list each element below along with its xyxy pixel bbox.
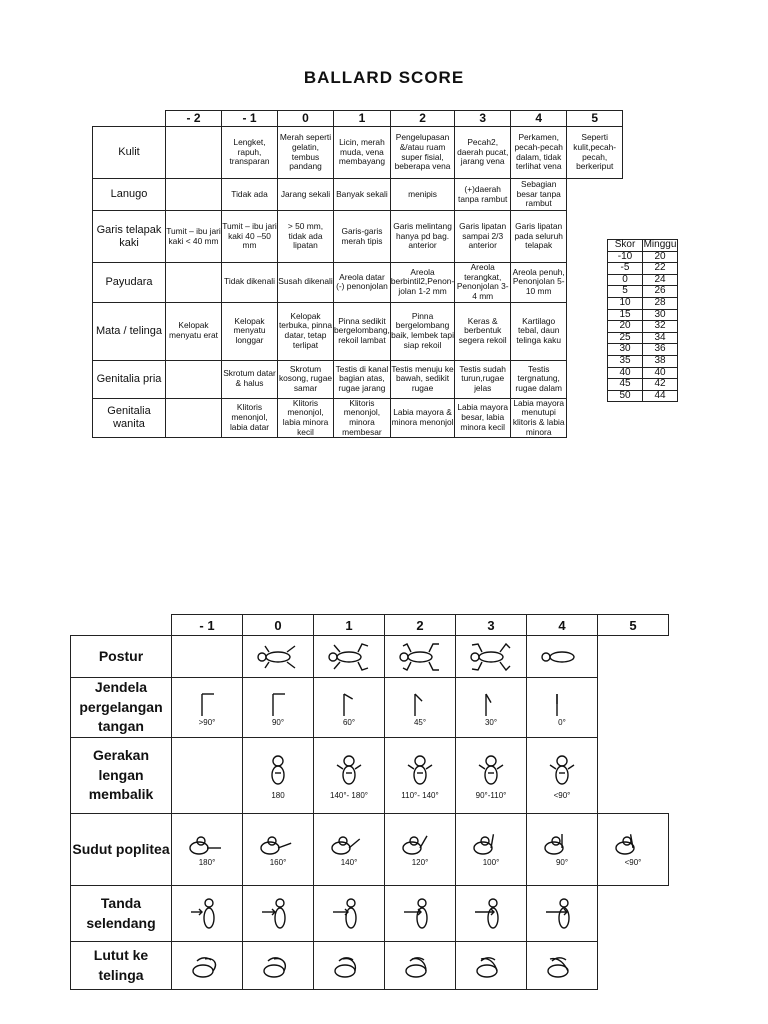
table-cell: Pecah2, daerah pucat, jarang vena <box>455 127 511 179</box>
table-cell: 20 <box>608 321 643 333</box>
table-cell: Skrotum kosong, rugae samar <box>278 360 334 398</box>
table-row <box>93 179 623 211</box>
table-cell: 40 <box>608 367 643 379</box>
column-header: 2 <box>385 615 456 636</box>
table-cell: Kartilago tebal, daun telinga kaku <box>511 302 567 360</box>
figure-cell <box>598 738 669 814</box>
table-row <box>93 127 623 179</box>
figure-cell <box>172 886 243 942</box>
figure-cell <box>243 738 314 814</box>
scarf-figure-icon <box>456 894 526 934</box>
figure-cell <box>172 738 243 814</box>
table-cell: 5 <box>608 286 643 298</box>
angle-label: <90° <box>553 791 571 800</box>
table-row <box>93 398 623 438</box>
table-cell: Perkamen, pecah-pecah dalam, tidak terlihat vena <box>511 127 567 179</box>
figure-cell <box>456 738 527 814</box>
popliteal-figure-icon <box>527 832 597 858</box>
table-row <box>71 678 669 738</box>
column-header: 1 <box>314 615 385 636</box>
table-cell: Kelopak menyatu erat <box>166 302 222 360</box>
figure-cell <box>527 678 598 738</box>
column-header: 5 <box>598 615 669 636</box>
table-cell: -10 <box>608 251 643 263</box>
header-corner <box>93 111 166 127</box>
table-row <box>608 379 678 391</box>
table-cell <box>166 398 222 438</box>
score-week-table <box>607 239 678 402</box>
table-cell: Klitoris menonjol, labia datar <box>222 398 278 438</box>
table-cell: Garis lipatan pada seluruh telapak <box>511 211 567 263</box>
angle-label: 45° <box>413 718 427 727</box>
scarf-figure-icon <box>527 894 597 934</box>
angle-label: >90° <box>198 718 216 727</box>
table-cell: Kelopak menyatu longgar <box>222 302 278 360</box>
table-cell: 20 <box>643 251 678 263</box>
table-cell: menipis <box>390 179 454 211</box>
table-row <box>608 321 678 333</box>
figure-cell <box>243 942 314 990</box>
table-cell <box>166 360 222 398</box>
row-label: Kulit <box>93 127 166 179</box>
heel-figure-icon <box>527 951 597 981</box>
column-header: 0 <box>243 615 314 636</box>
angle-label: 30° <box>484 718 498 727</box>
scarf-figure-icon <box>314 894 384 934</box>
table-cell: 25 <box>608 332 643 344</box>
table-cell: Klitoris menonjol, labia minora kecil <box>278 398 334 438</box>
table-cell: Garis-garis merah tipis <box>334 211 391 263</box>
figure-cell <box>456 886 527 942</box>
figure-cell <box>527 636 598 678</box>
angle-label: 140°- 180° <box>330 791 368 800</box>
table-cell: 22 <box>643 263 678 275</box>
table-cell: Labia mayora besar, labia minora kecil <box>455 398 511 438</box>
table-cell: Tidak ada <box>222 179 278 211</box>
figure-cell <box>172 942 243 990</box>
table-cell: -5 <box>608 263 643 275</box>
figure-cell <box>527 738 598 814</box>
table-row <box>608 309 678 321</box>
figure-cell <box>527 942 598 990</box>
figure-cell <box>385 942 456 990</box>
header-corner <box>71 615 172 636</box>
figure-cell <box>243 886 314 942</box>
column-header: - 1 <box>222 111 278 127</box>
table-row <box>608 297 678 309</box>
wrist-figure-icon <box>456 688 526 718</box>
table-cell: 44 <box>643 390 678 402</box>
figure-cell <box>456 942 527 990</box>
table-cell: Tumit – ibu jari kaki 40 –50 mm <box>222 211 278 263</box>
posture-figure-icon <box>456 642 526 672</box>
row-label: Lanugo <box>93 179 166 211</box>
table-row <box>608 251 678 263</box>
wrist-figure-icon <box>243 688 313 718</box>
table-cell <box>567 398 623 438</box>
column-header: 4 <box>511 111 567 127</box>
column-header: 1 <box>334 111 391 127</box>
popliteal-figure-icon <box>314 832 384 858</box>
table-cell: > 50 mm, tidak ada lipatan <box>278 211 334 263</box>
table-cell: Klitoris menonjol, minora membesar <box>334 398 391 438</box>
angle-label: 90° <box>555 858 569 867</box>
angle-label: 100° <box>482 858 500 867</box>
figure-cell <box>243 678 314 738</box>
table-cell: Labia mayora & minora menonjol <box>390 398 454 438</box>
figure-cell <box>243 636 314 678</box>
table-row <box>93 360 623 398</box>
table-row <box>93 263 623 303</box>
table-cell: Garis lipatan sampai 2/3 anterior <box>455 211 511 263</box>
table-cell <box>166 127 222 179</box>
table-cell: 50 <box>608 390 643 402</box>
figure-cell <box>243 814 314 886</box>
figure-cell <box>598 814 669 886</box>
heel-figure-icon <box>314 951 384 981</box>
table-cell: Merah seperti gelatin, tembus pandang <box>278 127 334 179</box>
column-header: 0 <box>278 111 334 127</box>
scarf-figure-icon <box>243 894 313 934</box>
table-cell: Pinna bergelombang baik, lembek tapi siap rekoil <box>390 302 454 360</box>
table-row <box>608 263 678 275</box>
table-header-row <box>71 615 669 636</box>
table-cell: 45 <box>608 379 643 391</box>
scarf-figure-icon <box>385 894 455 934</box>
column-header: 4 <box>527 615 598 636</box>
figure-cell <box>385 636 456 678</box>
table-header-row <box>608 240 678 252</box>
table-row <box>608 274 678 286</box>
figure-cell <box>314 738 385 814</box>
table-cell: Areola penuh, Penonjolan 5- 10 mm <box>511 263 567 303</box>
arm-figure-icon <box>314 751 384 791</box>
table-cell: 42 <box>643 379 678 391</box>
angle-label: 140° <box>340 858 358 867</box>
table-cell: Testis sudah turun,rugae jelas <box>455 360 511 398</box>
row-label: Genitalia pria <box>93 360 166 398</box>
angle-label: <90° <box>624 858 642 867</box>
table-cell: 32 <box>643 321 678 333</box>
scarf-figure-icon <box>172 894 242 934</box>
table-cell: 34 <box>643 332 678 344</box>
heel-figure-icon <box>456 951 526 981</box>
column-header: 3 <box>455 111 511 127</box>
table-cell: (+)daerah tanpa rambut <box>455 179 511 211</box>
angle-label: 160° <box>269 858 287 867</box>
column-header: 2 <box>390 111 454 127</box>
table-cell: 30 <box>608 344 643 356</box>
row-label: Sudut poplitea <box>71 814 172 886</box>
figure-cell <box>598 942 669 990</box>
table-row <box>71 942 669 990</box>
table-row <box>608 332 678 344</box>
column-header: - 2 <box>166 111 222 127</box>
posture-figure-icon <box>527 642 597 672</box>
table-row <box>608 286 678 298</box>
popliteal-figure-icon <box>243 832 313 858</box>
row-label: Payudara <box>93 263 166 303</box>
table-cell: Pengelupasan &/atau ruam super fisial, beberapa vena <box>390 127 454 179</box>
heel-figure-icon <box>243 951 313 981</box>
table-cell: 35 <box>608 355 643 367</box>
arm-figure-icon <box>243 751 313 791</box>
figure-cell <box>527 814 598 886</box>
table-cell: Labia mayora menutupi klitoris & labia minora <box>511 398 567 438</box>
popliteal-figure-icon <box>385 832 455 858</box>
angle-label: 120° <box>411 858 429 867</box>
table-cell: Testis tergnatung, rugae dalam <box>511 360 567 398</box>
wrist-figure-icon <box>314 688 384 718</box>
figure-cell <box>314 942 385 990</box>
table-cell: Areola terangkat, Penonjolan 3-4 mm <box>455 263 511 303</box>
table-cell: Tumit – ibu jari kaki < 40 mm <box>166 211 222 263</box>
table-cell <box>166 179 222 211</box>
table-cell: Areola datar (-) penonjolan <box>334 263 391 303</box>
table-row <box>608 344 678 356</box>
row-label: Tanda selendang <box>71 886 172 942</box>
table-cell: 26 <box>643 286 678 298</box>
figure-cell <box>314 678 385 738</box>
arm-figure-icon <box>527 751 597 791</box>
angle-label: 90° <box>271 718 285 727</box>
posture-figure-icon <box>243 642 313 672</box>
table-cell: 28 <box>643 297 678 309</box>
figure-cell <box>598 678 669 738</box>
figure-cell <box>172 678 243 738</box>
wrist-figure-icon <box>527 688 597 718</box>
table-cell: Sebagian besar tanpa rambut <box>511 179 567 211</box>
column-header: 5 <box>567 111 623 127</box>
angle-label: 110°- 140° <box>401 791 439 800</box>
column-header: Minggu <box>643 239 677 250</box>
page-title: BALLARD SCORE <box>303 68 465 87</box>
figure-cell <box>172 636 243 678</box>
popliteal-figure-icon <box>172 832 242 858</box>
figure-cell <box>314 636 385 678</box>
table-header-row <box>93 111 623 127</box>
figure-cell <box>456 814 527 886</box>
table-cell: 15 <box>608 309 643 321</box>
table-cell: Jarang sekali <box>278 179 334 211</box>
heel-figure-icon <box>385 951 455 981</box>
table-cell: Testis menuju ke bawah, sedikit rugae <box>390 360 454 398</box>
row-label: Postur <box>71 636 172 678</box>
figure-cell <box>598 636 669 678</box>
column-header: - 1 <box>172 615 243 636</box>
row-label: Garis telapak kaki <box>93 211 166 263</box>
neuromuscular-maturity-table <box>70 614 669 990</box>
row-label: Mata / telinga <box>93 302 166 360</box>
posture-figure-icon <box>385 642 455 672</box>
heel-figure-icon <box>172 951 242 981</box>
table-cell: Lengket, rapuh, transparan <box>222 127 278 179</box>
table-cell: Kelopak terbuka, pinna datar, tetap terlipat <box>278 302 334 360</box>
physical-maturity-table <box>92 110 623 438</box>
figure-cell <box>314 886 385 942</box>
table-cell: 30 <box>643 309 678 321</box>
popliteal-figure-icon <box>598 832 668 858</box>
table-cell: Susah dikenali <box>278 263 334 303</box>
table-row <box>71 738 669 814</box>
table-cell: 10 <box>608 297 643 309</box>
table-cell: Licin, merah muda, vena membayang <box>334 127 391 179</box>
table-cell <box>166 263 222 303</box>
table-cell: Seperti kulit,pecah-pecah, berkeriput <box>567 127 623 179</box>
row-label: Genitalia wanita <box>93 398 166 438</box>
figure-cell <box>456 678 527 738</box>
table-cell: Garis melintang hanya pd bag. anterior <box>390 211 454 263</box>
figure-cell <box>172 814 243 886</box>
table-cell: 40 <box>643 367 678 379</box>
figure-cell <box>385 678 456 738</box>
angle-label: 90°-110° <box>475 791 507 800</box>
angle-label: 180 <box>271 791 285 800</box>
table-cell: 38 <box>643 355 678 367</box>
table-cell: 24 <box>643 274 678 286</box>
table-row <box>71 814 669 886</box>
table-cell: Skrotum datar & halus <box>222 360 278 398</box>
table-row <box>608 355 678 367</box>
table-row <box>71 636 669 678</box>
table-row <box>608 390 678 402</box>
wrist-figure-icon <box>385 688 455 718</box>
figure-cell <box>456 636 527 678</box>
table-row <box>71 886 669 942</box>
arm-figure-icon <box>385 751 455 791</box>
figure-cell <box>314 814 385 886</box>
figure-cell <box>385 738 456 814</box>
popliteal-figure-icon <box>456 832 526 858</box>
row-label: Lutut ke telinga <box>71 942 172 990</box>
table-cell: Testis di kanal bagian atas, rugae jarang <box>334 360 391 398</box>
angle-label: 180° <box>198 858 216 867</box>
table-cell: Keras & berbentuk segera rekoil <box>455 302 511 360</box>
table-cell: Tidak dikenali <box>222 263 278 303</box>
posture-figure-icon <box>314 642 384 672</box>
table-row <box>93 211 623 263</box>
table-cell: 0 <box>608 274 643 286</box>
angle-label: 0° <box>558 718 566 727</box>
table-cell: Banyak sekali <box>334 179 391 211</box>
column-header: 3 <box>456 615 527 636</box>
figure-cell <box>385 886 456 942</box>
angle-label: 60° <box>342 718 356 727</box>
figure-cell <box>385 814 456 886</box>
table-cell: 36 <box>643 344 678 356</box>
figure-cell <box>598 886 669 942</box>
table-row <box>93 302 623 360</box>
arm-figure-icon <box>456 751 526 791</box>
row-label: Jendela pergelangan tangan <box>71 678 172 738</box>
table-row <box>608 367 678 379</box>
table-cell: Areola berbintil2,Penon- jolan 1-2 mm <box>390 263 454 303</box>
wrist-figure-icon <box>172 688 242 718</box>
row-label: Gerakan lengan membalik <box>71 738 172 814</box>
table-cell: Pinna sedikit bergelombang, rekoil lambat <box>334 302 391 360</box>
figure-cell <box>527 886 598 942</box>
column-header: Skor <box>608 240 643 252</box>
table-cell <box>567 179 623 211</box>
